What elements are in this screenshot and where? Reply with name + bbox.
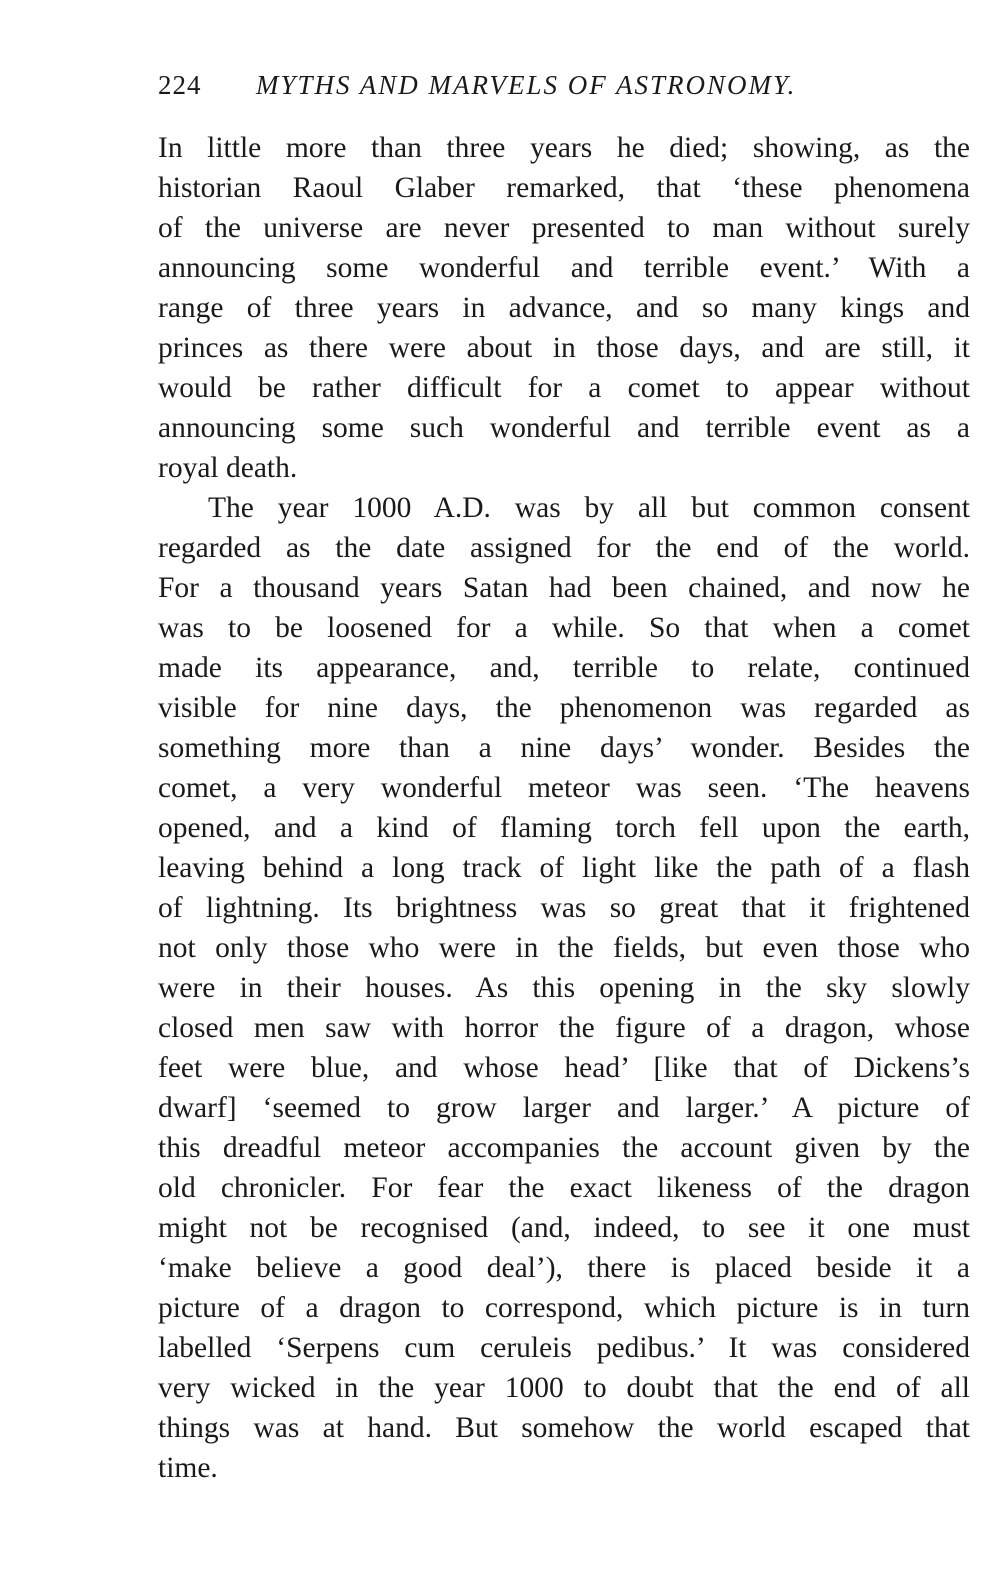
text-line: made its appearance, and, terrible to relate, continued — [158, 652, 970, 684]
text-line: announcing some wonderful and terrible event.’ With a — [158, 252, 970, 284]
text-line: something more than a nine days’ wonder. Besides the — [158, 732, 970, 764]
text-line: time. — [158, 1452, 218, 1484]
page-number: 224 — [158, 70, 202, 100]
text-line: opened, and a kind of flaming torch fell upon the earth, — [158, 812, 970, 844]
text-line: princes as there were about in those days, and are still, it — [158, 332, 970, 364]
text-line: things was at hand. But somehow the world escaped that — [158, 1412, 970, 1444]
text-line: royal death. — [158, 452, 298, 484]
text-line: were in their houses. As this opening in the sky slowly — [158, 972, 970, 1004]
text-line: historian Raoul Glaber remarked, that ‘these phenomena — [158, 172, 970, 204]
paragraph-2 — [158, 488, 970, 1488]
text-line: range of three years in advance, and so many kings and — [158, 292, 970, 324]
body-text — [158, 128, 970, 1488]
text-line: regarded as the date assigned for the end of the world. — [158, 532, 970, 564]
text-line: comet, a very wonderful meteor was seen. ‘The heavens — [158, 772, 970, 804]
text-line: would be rather difficult for a comet to appear without — [158, 372, 970, 404]
text-line: this dreadful meteor accompanies the account given by the — [158, 1132, 970, 1164]
text-line: not only those who were in the fields, but even those who — [158, 932, 970, 964]
text-line: closed men saw with horror the figure of a dragon, whose — [158, 1012, 970, 1044]
text-line: might not be recognised (and, indeed, to see it one must — [158, 1212, 970, 1244]
text-line: ‘make believe a good deal’), there is placed beside it a — [158, 1252, 970, 1284]
text-line: of the universe are never presented to man without surely — [158, 212, 970, 244]
text-line: announcing some such wonderful and terrible event as a — [158, 412, 970, 444]
text-line: labelled ‘Serpens cum ceruleis pedibus.’ It was considered — [158, 1332, 970, 1364]
text-line: The year 1000 A.D. was by all but common consent — [208, 492, 970, 524]
text-line: was to be loosened for a while. So that when a comet — [158, 612, 970, 644]
text-line: picture of a dragon to correspond, which picture is in turn — [158, 1292, 970, 1324]
paragraph-1 — [158, 128, 970, 488]
text-line: visible for nine days, the phenomenon was regarded as — [158, 692, 970, 724]
text-line: of lightning. Its brightness was so great that it frightened — [158, 892, 970, 924]
text-line: old chronicler. For fear the exact likeness of the dragon — [158, 1172, 970, 1204]
text-line: feet were blue, and whose head’ [like that of Dickens’s — [158, 1052, 970, 1084]
text-line: dwarf] ‘seemed to grow larger and larger.’ A picture of — [158, 1092, 970, 1124]
text-line: leaving behind a long track of light like the path of a flash — [158, 852, 970, 884]
running-title: MYTHS AND MARVELS OF ASTRONOMY. — [256, 70, 797, 100]
text-line: For a thousand years Satan had been chained, and now he — [158, 572, 970, 604]
running-head — [158, 70, 968, 110]
text-line: In little more than three years he died; showing, as the — [158, 132, 970, 164]
text-line: very wicked in the year 1000 to doubt that the end of all — [158, 1372, 970, 1404]
